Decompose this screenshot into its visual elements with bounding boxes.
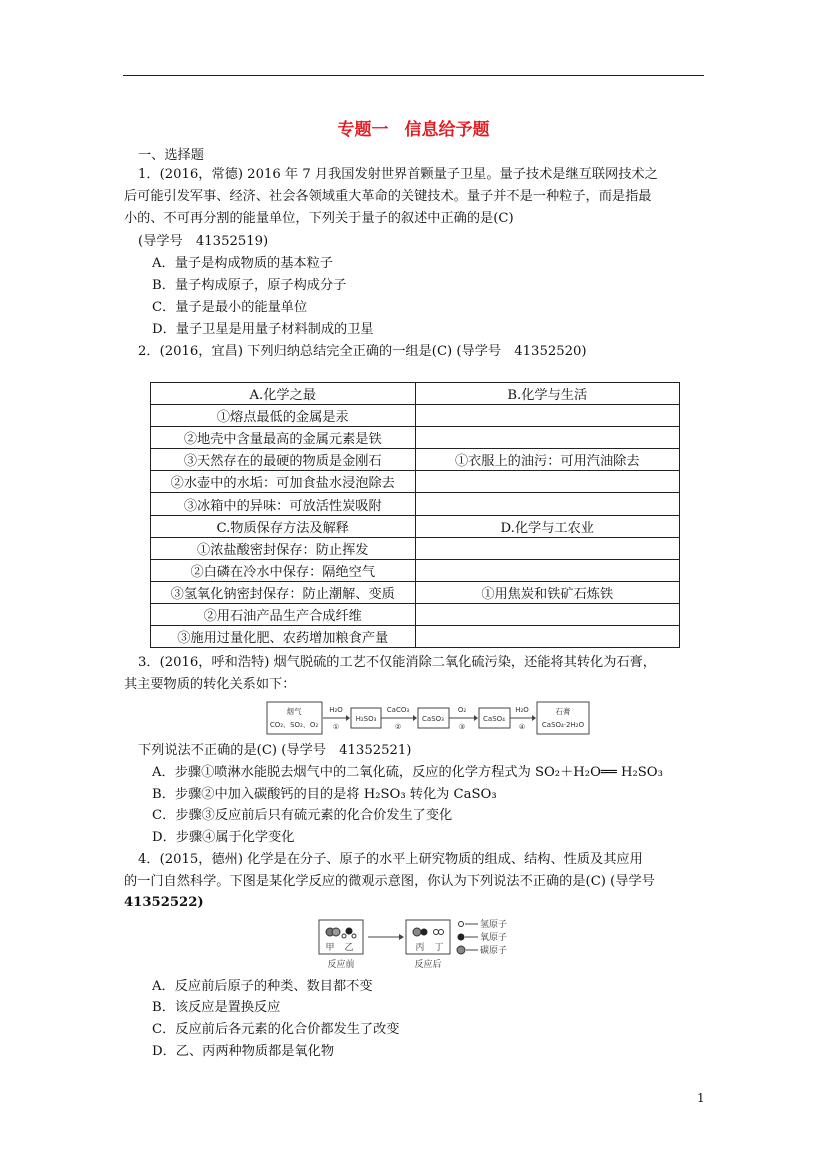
oxygen-atom-icon	[421, 929, 428, 936]
flow-step3: ③	[458, 723, 466, 731]
table-cell: ②用石油产品生产合成纤维	[151, 603, 416, 625]
legend-carbon-icon	[457, 946, 465, 954]
hydrogen-atom-icon	[352, 934, 356, 938]
q4-option-c: C．反应前后各元素的化合价都发生了改变	[152, 1022, 400, 1037]
q1-line3: 小的、不可再分割的能量单位，下列关于量子的叙述中正确的是(C)	[124, 211, 514, 226]
table-cell	[415, 626, 680, 648]
q1-line1: 1．(2016，常德) 2016 年 7 月我国发射世界首颗量子卫星。量子技术是继互联网技术之	[138, 167, 658, 182]
q3-option-d: D．步骤④属于化学变化	[152, 830, 295, 845]
q2-line1: 2．(2016，宜昌) 下列归纳总结完全正确的一组是(C) (导学号 41352520)	[138, 344, 587, 359]
table-cell: ②地壳中含量最高的金属元素是铁	[151, 427, 416, 449]
table-cell: ③天然存在的最硬的物质是金刚石	[151, 449, 416, 471]
q3-option-c: C．步骤③反应前后只有硫元素的化合价发生了变化	[152, 808, 453, 823]
table-cell	[415, 405, 680, 427]
legend-oxygen-icon	[458, 934, 465, 941]
legend-hydrogen-icon	[459, 922, 464, 927]
flow-arrow2-label: CaCO₃	[386, 706, 410, 714]
table-cell	[415, 559, 680, 581]
table-row	[151, 383, 680, 405]
table-cell: A.化学之最	[151, 383, 416, 405]
flow-step4: ④	[518, 723, 526, 731]
table-cell	[415, 471, 680, 493]
oxygen-atom-icon	[346, 928, 353, 935]
q3-line2: 其主要物质的转化关系如下：	[124, 677, 296, 692]
table-cell	[415, 427, 680, 449]
flow-arrow1-label: H₂O	[329, 706, 343, 714]
flow-box3: CaSO₃	[422, 715, 444, 723]
q4-line2: 的一门自然科学。下图是某化学反应的微观示意图，你认为下列说法不正确的是(C) (导学号	[124, 874, 655, 889]
table-row	[151, 405, 680, 427]
hydrogen-atom-icon	[439, 930, 444, 935]
table-row	[151, 515, 680, 537]
table-row	[151, 493, 680, 515]
page-number: 1	[697, 1091, 705, 1105]
q1-option-b: B．量子构成原子，原子构成分子	[152, 278, 347, 293]
q1-line2: 后可能引发军事、经济、社会各领域重大革命的关键技术。量子并不是一种粒子，而是指最	[124, 189, 652, 204]
flow-box5-title: 石膏	[555, 707, 571, 716]
table-cell: B.化学与生活	[415, 383, 680, 405]
table-row	[151, 427, 680, 449]
table-row	[151, 559, 680, 581]
table-cell	[415, 603, 680, 625]
table-cell	[415, 537, 680, 559]
table-cell: C.物质保存方法及解释	[151, 515, 416, 537]
label-before: 反应前	[327, 960, 355, 970]
table-row	[151, 581, 680, 603]
table-row	[151, 449, 680, 471]
q1-guide: (导学号 41352519)	[138, 234, 269, 249]
q3-option-b: B．步骤②中加入碳酸钙的目的是将 H₂SO₃ 转化为 CaSO₃	[152, 787, 497, 802]
flow-box4: CaSO₄	[483, 715, 505, 723]
q4-option-b: B．该反应是置换反应	[152, 1000, 281, 1015]
q3-line1: 3．(2016，呼和浩特) 烟气脱硫的工艺不仅能消除二氧化硫污染，还能将其转化为石膏，	[138, 655, 656, 670]
label-ding: 丁	[434, 943, 444, 953]
table-cell: ①衣服上的油污：可用汽油除去	[415, 449, 680, 471]
flow-arrow3-label: O₂	[457, 706, 467, 714]
q1-option-a: A．量子是构成物质的基本粒子	[152, 256, 333, 271]
flow-box1-title: 烟气	[286, 707, 302, 716]
legend-carbon: 碳原子	[480, 946, 508, 956]
header-rule	[123, 75, 704, 76]
flue-gas-process-diagram	[266, 700, 591, 736]
table-cell: ①熔点最低的金属是汞	[151, 405, 416, 427]
label-jia: 甲	[325, 943, 335, 953]
table-cell: D.化学与工农业	[415, 515, 680, 537]
table-row	[151, 626, 680, 648]
summary-table	[150, 382, 680, 648]
flow-box1-formula: CO₂、SO₂、O₂	[269, 721, 319, 729]
table-cell	[415, 493, 680, 515]
legend-hydrogen: 氢原子	[480, 920, 508, 930]
q1-option-c: C．量子是最小的能量单位	[152, 300, 308, 315]
table-cell: ②水壶中的水垢：可加食盐水浸泡除去	[151, 471, 416, 493]
label-after: 反应后	[414, 960, 442, 970]
hydrogen-atom-icon	[342, 934, 346, 938]
q4-option-a: A．反应前后原子的种类、数目都不变	[152, 979, 373, 994]
flow-box5-formula: CaSO₄·2H₂O	[541, 721, 585, 729]
table-cell: ③冰箱中的异味：可放活性炭吸附	[151, 493, 416, 515]
flow-step1: ①	[332, 723, 340, 731]
legend-oxygen: 氧原子	[480, 933, 508, 943]
page-title	[0, 115, 827, 140]
table-cell: ①浓盐酸密封保存：防止挥发	[151, 537, 416, 559]
flow-box2: H₂SO₃	[355, 715, 377, 723]
micro-reaction-diagram	[318, 917, 542, 971]
flow-step2: ②	[394, 723, 402, 731]
table-cell: ③氢氧化钠密封保存：防止潮解、变质	[151, 581, 416, 603]
section-heading: 一、选择题	[138, 148, 204, 163]
table-cell: ②白磷在冷水中保存：隔绝空气	[151, 559, 416, 581]
q4-option-d: D．乙、丙两种物质都是氧化物	[152, 1044, 335, 1059]
q4-line1: 4．(2015，德州) 化学是在分子、原子的水平上研究物质的组成、结构、性质及其应用	[138, 852, 643, 867]
q1-option-d: D．量子卫星是用量子材料制成的卫星	[152, 322, 374, 337]
table-cell: ③施用过量化肥、农药增加粮食产量	[151, 626, 416, 648]
label-yi: 乙	[344, 943, 354, 953]
table-cell: ①用焦炭和铁矿石炼铁	[415, 581, 680, 603]
q3-question: 下列说法不正确的是(C) (导学号 41352521)	[138, 743, 412, 758]
title-part1: 专题一	[337, 120, 389, 140]
table-row	[151, 471, 680, 493]
flow-arrow4-label: H₂O	[515, 706, 529, 714]
carbon-atom-icon	[332, 928, 340, 936]
label-bing: 丙	[415, 943, 425, 953]
q3-option-a: A．步骤①喷淋水能脱去烟气中的二氧化硫，反应的化学方程式为 SO₂＋H₂O══ H₂SO₃	[152, 765, 663, 780]
table-row	[151, 603, 680, 625]
hydrogen-atom-icon	[434, 930, 439, 935]
q4-line3: 41352522)	[124, 895, 204, 910]
carbon-atom-icon	[413, 928, 421, 936]
table-row	[151, 537, 680, 559]
title-part2: 信息给予题	[404, 120, 490, 140]
